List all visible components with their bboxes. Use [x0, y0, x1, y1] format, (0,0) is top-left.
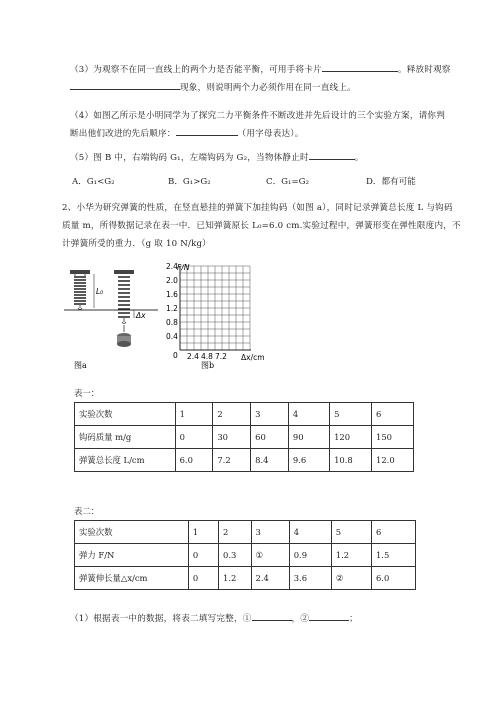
figure-b-caption: 图b: [201, 361, 215, 370]
y-tick-label: 1.2: [166, 304, 178, 313]
hook-weight: [117, 333, 131, 347]
question-4: （4）如图乙所示是小明同学为了探究二力平衡条件不断改进并先后设计的三个实验方案，请你判 断出他们改进的先后顺序： （用字母表达）。: [70, 111, 446, 139]
table-row: [75, 567, 416, 590]
row-header-cell: 钩码质量 m/g: [75, 426, 176, 449]
table-cell: 2: [219, 521, 251, 544]
answer-blank[interactable]: [70, 80, 180, 90]
table-cell: 3: [251, 521, 289, 544]
x-tick-label: 2.4: [187, 352, 199, 361]
table-cell: 3.6: [289, 567, 331, 590]
table-2-caption: 表二：: [74, 506, 100, 516]
table-1-caption: 表一：: [74, 388, 100, 398]
row-header-cell: 实验次数: [75, 403, 176, 426]
table-cell: 60: [251, 426, 289, 449]
table-cell: 120: [330, 426, 372, 449]
sub-question-1: （1）根据表一中的数据，将表二填写完整，① ，② ；: [70, 610, 470, 628]
answer-blank[interactable]: [309, 150, 355, 160]
figure-b: [165, 262, 275, 374]
figure-a-caption: 图a: [74, 361, 87, 370]
answer-blank[interactable]: [176, 126, 238, 136]
table-cell: 1: [188, 521, 218, 544]
table-cell: 30: [213, 426, 251, 449]
table-cell: 0.9: [289, 544, 331, 567]
grid: [180, 266, 250, 350]
y-axis-label: F/N: [177, 263, 190, 272]
right-spring: [118, 277, 130, 332]
table-cell: 0: [188, 567, 218, 590]
option-d[interactable]: D．都有可能: [366, 177, 416, 187]
y-tick-label: 2.4: [166, 262, 178, 271]
table-cell: 6.0: [175, 449, 213, 472]
y-tick-label: 1.6: [166, 290, 178, 299]
table-cell: 1.5: [371, 544, 415, 567]
origin-label: 0: [173, 351, 178, 360]
table-cell: ①: [251, 544, 289, 567]
table-cell: 3: [251, 403, 289, 426]
table-cell: 2: [213, 403, 251, 426]
table-cell: 7.2: [213, 449, 251, 472]
row-header-cell: 弹力 F/N: [75, 544, 189, 567]
table-2: [74, 520, 416, 590]
x-tick-label: 4.8: [201, 352, 213, 361]
table-cell: 5: [331, 521, 371, 544]
figure-a: [62, 262, 162, 374]
table-row: [75, 521, 416, 544]
table-cell: 12.0: [372, 449, 414, 472]
table-cell: 0: [175, 426, 213, 449]
table-cell: 6: [372, 403, 414, 426]
x-tick-label: 7.2: [215, 352, 227, 361]
answer-blank-1[interactable]: [252, 611, 292, 621]
option-c[interactable]: C．G₁=G₂: [266, 177, 309, 187]
table-cell: 0: [188, 544, 218, 567]
table-cell: 150: [372, 426, 414, 449]
table-cell: 4: [288, 403, 329, 426]
option-a[interactable]: A．G₁<G₂: [72, 177, 115, 187]
row-header-cell: 实验次数: [75, 521, 189, 544]
question-5: （5）图 B 中，右端钩码 G₁，左端钩码为 G₂，当物体静止时 。: [70, 149, 470, 167]
table-row: [75, 403, 414, 426]
y-tick-label: 2.0: [166, 276, 178, 285]
option-b[interactable]: B．G₁>G₂: [168, 177, 211, 187]
table-cell: 10.8: [330, 449, 372, 472]
l0-label: L₀: [96, 287, 104, 296]
table-cell: 2.4: [251, 567, 289, 590]
question-3: （3）为观察不在同一直线上的两个力是否能平衡，可用手将卡片 。释放时观察 现象，则说明两个力必须作用在同一直线上。: [70, 61, 470, 97]
answer-blank-2[interactable]: [309, 611, 349, 621]
table-cell: 9.6: [288, 449, 329, 472]
table-cell: ②: [331, 567, 371, 590]
answer-blank[interactable]: [322, 62, 398, 72]
problem-2-text: 2、小华为研究弹簧的性质，在竖直悬挂的弹簧下加挂钩码（如图 a），同时记录弹簧总长度 L 与钩码 质量 m，所得数据记录在表一中．已知弹簧原长 L₀=6.0 cm.实验过程中，弹簧形变在弹性限度内，不 计弹簧所受的重力．（g 取 10 N/kg）: [62, 203, 461, 249]
y-tick-label: 0.8: [166, 318, 178, 327]
row-header-cell: 弹簧总长度 L/cm: [75, 449, 176, 472]
options-row: [70, 175, 470, 189]
table-cell: 4: [289, 521, 331, 544]
table-row: [75, 449, 414, 472]
table-cell: 6.0: [371, 567, 415, 590]
table-cell: 8.4: [251, 449, 289, 472]
dx-label: Δx: [136, 311, 146, 320]
x-axis-label: Δx/cm: [241, 353, 265, 362]
table-cell: 90: [288, 426, 329, 449]
table-cell: 1.2: [331, 544, 371, 567]
table-cell: 1: [175, 403, 213, 426]
left-spring: [74, 274, 86, 310]
table-cell: 1.2: [219, 567, 251, 590]
table-cell: 0.3: [219, 544, 251, 567]
right-hanger: [114, 270, 134, 274]
table-row: [75, 544, 416, 567]
table-cell: 5: [330, 403, 372, 426]
row-header-cell: 弹簧伸长量△x/cm: [75, 567, 189, 590]
table-cell: 6: [371, 521, 415, 544]
table-1: [74, 402, 414, 472]
y-tick-label: 0.4: [166, 332, 178, 341]
left-hanger: [70, 270, 90, 274]
table-row: [75, 426, 414, 449]
